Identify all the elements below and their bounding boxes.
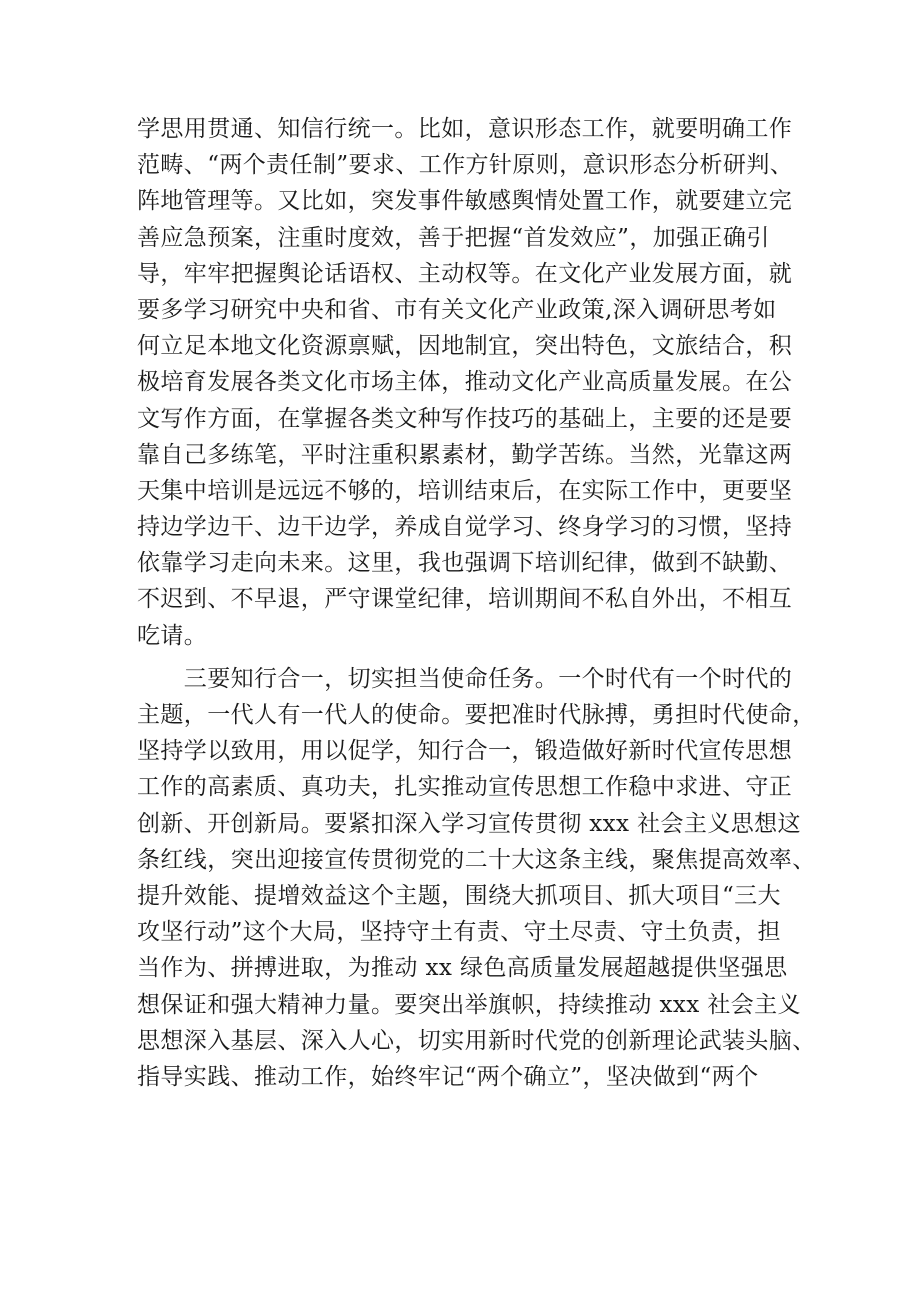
text-line: 不迟到、不早退，严守课堂纪律，培训期间不私自外出，不相互 — [137, 586, 793, 613]
text-line: 三要知行合一，切实担当使命任务。一个时代有一个时代的 — [137, 665, 793, 692]
text-line: 天集中培训是远远不够的，培训结束后，在实际工作中，更要坚 — [137, 477, 793, 504]
text-line: 思想深入基层、深入人心，切实用新时代党的创新理论武装头脑、 — [137, 1027, 816, 1054]
text-line: 坚持学以致用，用以促学，知行合一，锻造做好新时代宣传思想 — [137, 738, 793, 765]
text-line: 想保证和强大精神力量。要突出举旗帜，持续推动 xxx 社会主义 — [137, 991, 801, 1018]
paragraph-spacer — [137, 654, 827, 661]
text-line: 靠自己多练笔，平时注重积累素材，勤学苦练。当然，光靠这两 — [137, 441, 793, 468]
text-line: 创新、开创新局。要紧扣深入学习宣传贯彻 xxx 社会主义思想这 — [137, 810, 801, 837]
text-line: 范畴、“两个责任制”要求、工作方针原则，意识形态分析研判、 — [137, 152, 794, 179]
text-line: 依靠学习走向未来。这里，我也强调下培训纪律，做到不缺勤、 — [137, 550, 793, 577]
paragraph-1 — [137, 111, 827, 654]
text-line: 何立足本地文化资源禀赋，因地制宜，突出特色，文旅结合，积 — [137, 333, 793, 360]
text-line: 工作的高素质、真功夫，扎实推动宣传思想工作稳中求进、守正 — [137, 774, 793, 801]
text-line: 当作为、拼搏进取，为推动 xx 绿色高质量发展超越提供坚强思 — [137, 955, 788, 982]
text-line: 攻坚行动”这个大局，坚持守土有责、守土尽责、守土负责，担 — [137, 919, 781, 946]
text-line: 条红线，突出迎接宣传贯彻党的二十大这条主线，聚焦提高效率、 — [137, 846, 816, 873]
text-line: 文写作方面，在掌握各类文种写作技巧的基础上，主要的还是要 — [137, 405, 793, 432]
text-line: 学思用贯通、知信行统一。比如，意识形态工作，就要明确工作 — [137, 116, 793, 142]
text-line: 导，牢牢把握舆论话语权、主动权等。在文化产业发展方面，就 — [137, 260, 793, 287]
text-line: 阵地管理等。又比如，突发事件敏感舆情处置工作，就要建立完 — [137, 188, 793, 215]
text-line: 指导实践、推动工作，始终牢记“两个确立”，坚决做到“两个 — [137, 1063, 759, 1090]
paragraph-2 — [137, 661, 827, 1095]
body-text — [137, 111, 827, 1095]
text-line: 要多学习研究中央和省、市有关文化产业政策,深入调研思考如 — [137, 296, 777, 323]
text-line: 提升效能、提增效益这个主题，围绕大抓项目、抓大项目“三大 — [137, 882, 781, 909]
text-line: 主题，一代人有一代人的使命。要把准时代脉搏，勇担时代使命， — [137, 702, 816, 728]
text-line: 善应急预案，注重时度效，善于把握“首发效应”，加强正确引 — [137, 224, 770, 251]
text-line: 持边学边干、边干边学，养成自觉学习、终身学习的习惯，坚持 — [137, 514, 793, 541]
text-line: 吃请。 — [137, 622, 208, 649]
text-line: 极培育发展各类文化市场主体，推动文化产业高质量发展。在公 — [137, 369, 793, 396]
